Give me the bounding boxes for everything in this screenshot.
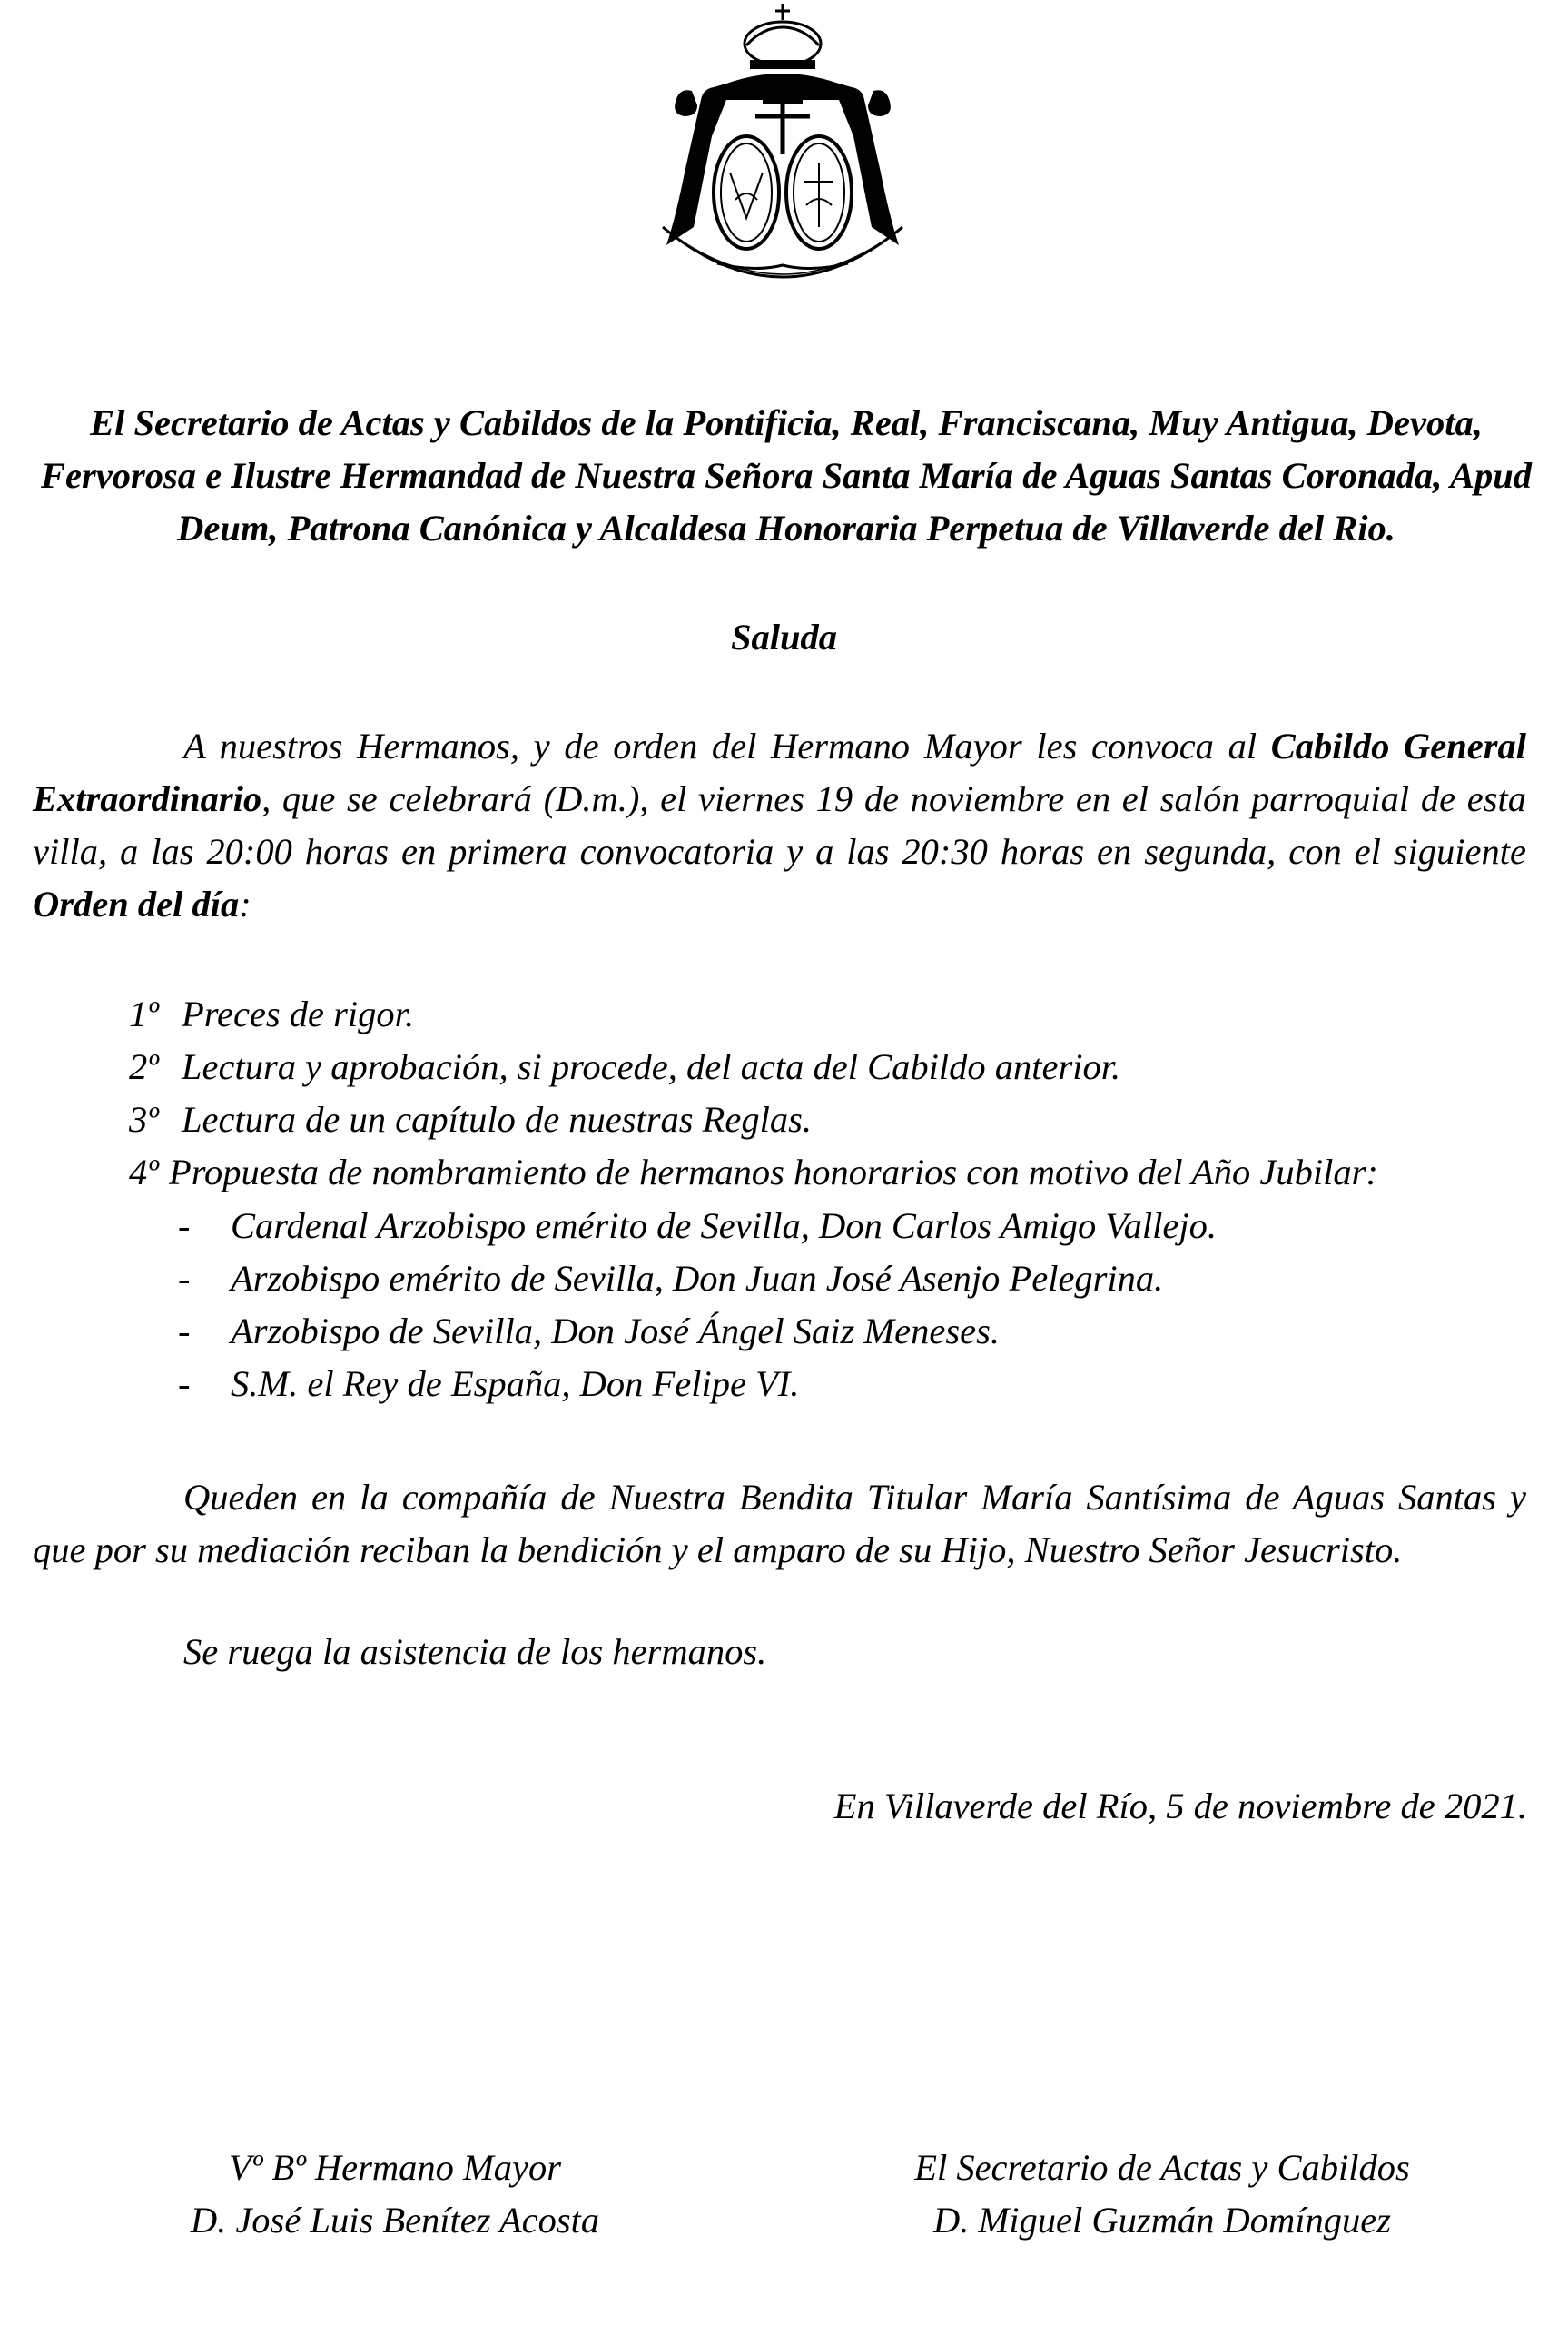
honorees-list	[178, 1200, 1522, 1410]
brotherhood-crest-logo	[626, 0, 940, 322]
greeting-title: Saluda	[730, 617, 838, 658]
list-item	[178, 1252, 1522, 1305]
bullet-dash: -	[178, 1205, 191, 1246]
convocation-text-3: :	[239, 884, 251, 925]
signature-block-secretary	[835, 2142, 1489, 2247]
agenda-number: 2º	[129, 1046, 159, 1087]
agenda-label: Orden del día	[33, 884, 240, 925]
convocation-paragraph	[33, 720, 1526, 931]
signature-role: Vº Bº Hermano Mayor	[229, 2147, 561, 2188]
agenda-number: 3º	[129, 1099, 159, 1140]
signature-name: D. José Luis Benítez Acosta	[190, 2200, 600, 2241]
list-item	[129, 1093, 1527, 1146]
agenda-number: 4º	[129, 1152, 159, 1192]
bullet-dash: -	[178, 1311, 191, 1351]
honoree-text: Arzobispo de Sevilla, Don José Ángel Saiz Meneses.	[231, 1311, 1000, 1351]
signature-name: D. Miguel Guzmán Domínguez	[933, 2200, 1391, 2241]
blessing-paragraph: Queden en la compañía de Nuestra Bendita Titular María Santísima de Aguas Santas y que por su mediación reciban la bendición y el amparo de su Hijo, Nuestro Señor Jesucristo.	[33, 1477, 1526, 1570]
agenda-text: Propuesta de nombramiento de hermanos honorarios con motivo del Año Jubilar:	[169, 1152, 1378, 1192]
list-item	[178, 1358, 1522, 1410]
agenda-list	[129, 988, 1527, 1199]
bullet-dash: -	[178, 1258, 191, 1299]
attendance-request: Se ruega la asistencia de los hermanos.	[183, 1631, 767, 1672]
agenda-text: Preces de rigor.	[182, 994, 415, 1034]
list-item	[178, 1305, 1522, 1358]
bullet-dash: -	[178, 1363, 191, 1404]
agenda-number: 1º	[129, 994, 159, 1034]
honoree-text: Arzobispo emérito de Sevilla, Don Juan José Asenjo Pelegrina.	[231, 1258, 1164, 1299]
honoree-text: Cardenal Arzobispo emérito de Sevilla, Don Carlos Amigo Vallejo.	[231, 1205, 1217, 1246]
agenda-text: Lectura y aprobación, si procede, del acta del Cabildo anterior.	[182, 1046, 1121, 1087]
list-item	[178, 1200, 1522, 1252]
convocation-text-1: A nuestros Hermanos, y de orden del Hermano Mayor les convoca al	[183, 726, 1271, 767]
agenda-text: Lectura de un capítulo de nuestras Reglas.	[182, 1099, 813, 1140]
honoree-text: S.M. el Rey de España, Don Felipe VI.	[231, 1363, 800, 1404]
dateline: En Villaverde del Río, 5 de noviembre de 2021.	[833, 1786, 1527, 1826]
signature-role: El Secretario de Actas y Cabildos	[914, 2147, 1410, 2188]
list-item	[129, 1146, 1527, 1199]
list-item	[129, 988, 1527, 1041]
letter-heading: El Secretario de Actas y Cabildos de la Pontificia, Real, Franciscana, Muy Antigua, Devota, Fervorosa e Ilustre Hermandad de Nuestra Señora Santa María de Aguas Santas Coronada, Apud Deum, Patrona Canónica y Alcaldesa Honoraria Perpetua de Villaverde del Rio.	[40, 402, 1533, 549]
convocation-text-2: , que se celebrará (D.m.), el viernes 19 de noviembre en el salón parroquial de esta villa, a las 20:00 horas en primera convocatoria y a las 20:30 horas en segunda, con el siguiente	[33, 778, 1526, 872]
cabildo-name: Cabildo General Extraordinario	[33, 726, 1526, 819]
signature-block-president	[136, 2142, 654, 2247]
list-item	[129, 1041, 1527, 1093]
